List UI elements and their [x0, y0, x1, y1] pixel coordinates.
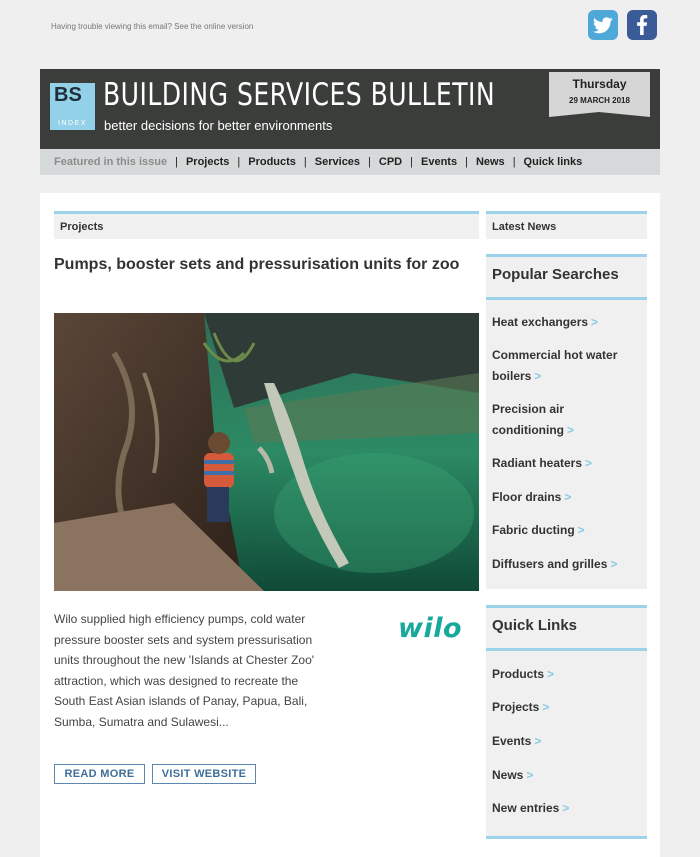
- chevron-right-icon: >: [547, 667, 555, 681]
- nav-separator: |: [175, 156, 178, 168]
- masthead-banner: [40, 69, 660, 149]
- chevron-right-icon: >: [526, 768, 534, 782]
- chevron-right-icon: >: [610, 557, 618, 571]
- link-label: Precision air conditioning: [492, 402, 565, 437]
- nav-separator: |: [465, 156, 468, 168]
- article-summary: Wilo supplied high efficiency pumps, cold water pressure booster sets and system pressurisation units throughout the new 'Islands at Chester Zoo' attraction, which was designed to recreate the South East Asian islands of Panay, Papua, Bali, Sumba, Sumatra and Sulawesi...: [54, 612, 315, 729]
- nav-item-events[interactable]: Events: [421, 156, 458, 168]
- nav-separator: |: [237, 156, 241, 168]
- online-version-link[interactable]: Having trouble viewing this email? See the online version: [51, 22, 254, 31]
- panel-divider: [486, 648, 647, 651]
- twitter-icon: [593, 17, 613, 34]
- link-label: Fabric ducting: [492, 523, 575, 537]
- issue-day: Thursday: [572, 77, 627, 91]
- chevron-right-icon: >: [566, 422, 574, 437]
- nav-featured-label: Featured in this issue: [54, 156, 168, 168]
- popular-link-fabric-ducting[interactable]: [492, 520, 642, 541]
- link-label: Heat exchangers: [492, 315, 589, 329]
- issue-nav: [40, 149, 660, 175]
- chevron-right-icon: >: [585, 456, 593, 470]
- popular-link-heat-exchangers[interactable]: [492, 312, 642, 333]
- visit-website-button[interactable]: VISIT WEBSITE: [152, 764, 256, 784]
- quick-link-products[interactable]: [492, 664, 642, 685]
- logo-subtext: INDEX: [58, 120, 87, 127]
- read-more-button[interactable]: READ MORE: [54, 764, 145, 784]
- bs-index-logo[interactable]: [50, 83, 95, 130]
- link-label: News: [492, 768, 524, 782]
- panel-divider: [486, 297, 647, 300]
- aquarium-photo: [54, 313, 479, 591]
- link-label: Diffusers and grilles: [492, 557, 608, 571]
- section-header-projects: Projects: [54, 211, 479, 239]
- nav-separator: |: [368, 156, 371, 168]
- article-photo[interactable]: [54, 313, 479, 591]
- quick-link-news[interactable]: [492, 765, 642, 786]
- link-label: Commercial hot water boilers: [492, 348, 618, 383]
- popular-link-commercial-hot-water-boilers[interactable]: [492, 345, 642, 386]
- link-label: Products: [492, 667, 545, 681]
- popular-link-floor-drains[interactable]: [492, 487, 642, 508]
- facebook-button[interactable]: [627, 10, 657, 40]
- wilo-logo[interactable]: wilo: [398, 613, 463, 644]
- nav-item-products[interactable]: Products: [248, 156, 296, 168]
- logo-text: BS: [54, 84, 82, 106]
- popular-searches-panel: [486, 254, 647, 589]
- quick-link-projects[interactable]: [492, 697, 642, 718]
- nav-separator: |: [410, 156, 413, 168]
- link-label: Radiant heaters: [492, 456, 583, 470]
- chevron-right-icon: >: [577, 523, 585, 537]
- issue-date-full: 29 MARCH 2018: [569, 96, 630, 105]
- section-header-latest-news: Latest News: [486, 211, 647, 239]
- link-label: Projects: [492, 700, 540, 714]
- popular-link-radiant-heaters[interactable]: [492, 453, 642, 474]
- nav-item-quick-links[interactable]: Quick links: [523, 156, 583, 168]
- issue-date: [549, 72, 650, 112]
- chevron-right-icon: >: [591, 315, 599, 329]
- nav-item-services[interactable]: Services: [314, 156, 361, 168]
- quick-link-events[interactable]: [492, 731, 642, 752]
- nav-item-projects[interactable]: Projects: [185, 156, 230, 168]
- chevron-right-icon: >: [564, 490, 572, 504]
- chevron-right-icon: >: [534, 368, 542, 383]
- nav-item-news[interactable]: News: [475, 156, 505, 168]
- preheader: [0, 0, 700, 55]
- twitter-button[interactable]: [588, 10, 618, 40]
- chevron-right-icon: >: [542, 700, 550, 714]
- chevron-right-icon: >: [534, 734, 542, 748]
- quick-link-new-entries[interactable]: [492, 798, 642, 819]
- facebook-icon: [636, 15, 648, 35]
- popular-searches-title: Popular Searches: [492, 266, 619, 283]
- nav-separator: |: [303, 156, 307, 168]
- newsletter-tagline: better decisions for better environments: [104, 118, 333, 133]
- popular-link-diffusers-and-grilles[interactable]: [492, 554, 642, 575]
- quick-links-title: Quick Links: [492, 617, 578, 634]
- link-label: New entries: [492, 801, 560, 815]
- newsletter-title: BUILDING SERVICES BULLETIN: [103, 77, 496, 113]
- quick-links-panel: [486, 605, 647, 839]
- nav-separator: |: [512, 156, 516, 168]
- popular-link-precision-air-conditioning[interactable]: [492, 399, 642, 440]
- chevron-right-icon: >: [562, 801, 570, 815]
- link-label: Floor drains: [492, 490, 562, 504]
- content-panel: [40, 193, 660, 857]
- date-ribbon-tail: [549, 112, 650, 117]
- nav-item-cpd[interactable]: CPD: [378, 156, 403, 168]
- article-title[interactable]: Pumps, booster sets and pressurisation units for zoo: [54, 256, 460, 273]
- link-label: Events: [492, 734, 532, 748]
